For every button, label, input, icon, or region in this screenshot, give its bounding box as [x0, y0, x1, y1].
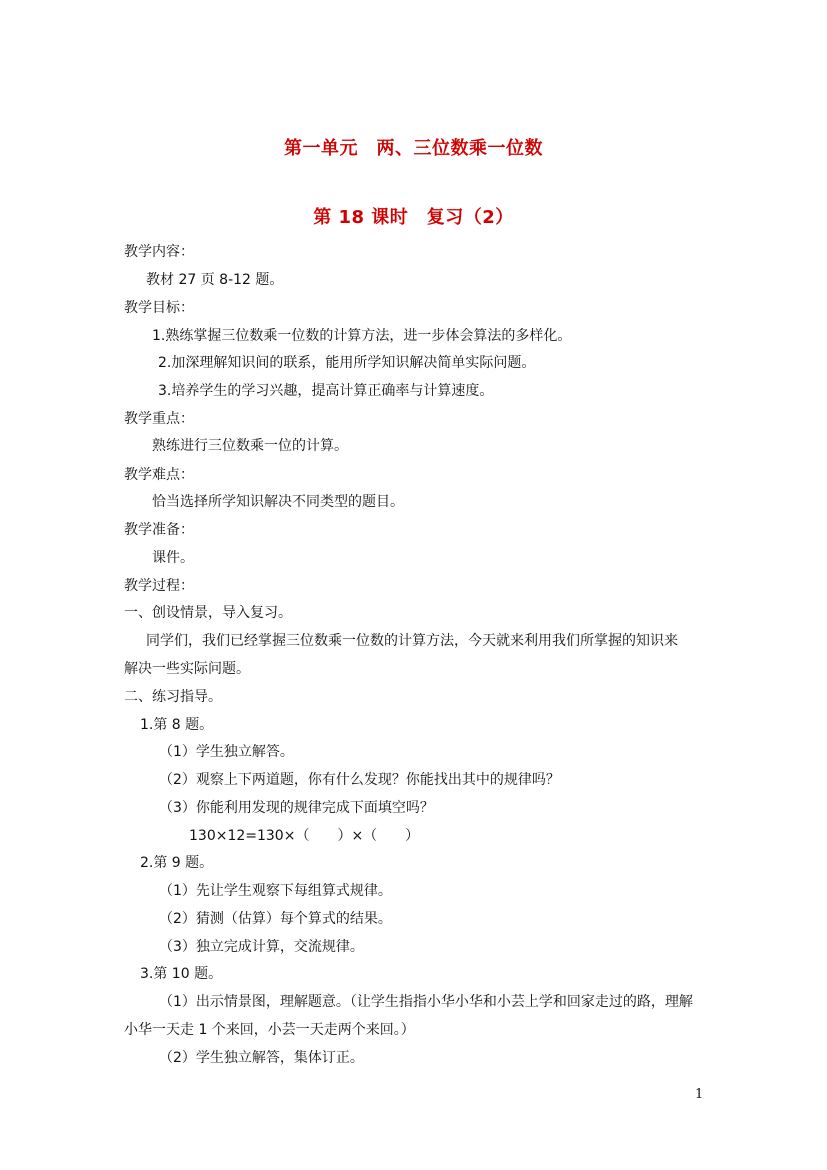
heading-process: 教学过程： — [124, 578, 194, 594]
heading-objectives: 教学目标： — [124, 300, 194, 316]
body-line: 小华一天走 1 个来回，小芸一天走两个来回。） — [124, 1022, 415, 1038]
exercise-step: （1）学生独立解答。 — [159, 744, 294, 760]
heading-content: 教学内容： — [124, 244, 194, 260]
equation-line: 130×12=130×（ ）×（ ） — [189, 828, 420, 844]
body-line: 恰当选择所学知识解决不同类型的题目。 — [152, 494, 404, 510]
objective-item: 3.培养学生的学习兴趣，提高计算正确率与计算速度。 — [158, 383, 494, 399]
exercise-step: （3）独立完成计算，交流规律。 — [159, 939, 364, 955]
exercise-item: 2.第 9 题。 — [140, 855, 214, 871]
page-number: 1 — [695, 1087, 704, 1102]
heading-keypoints: 教学重点： — [124, 411, 194, 427]
exercise-item: 3.第 10 题。 — [140, 966, 223, 982]
exercise-step: （2）学生独立解答，集体订正。 — [159, 1050, 364, 1066]
exercise-step: （2）猜测（估算）每个算式的结果。 — [159, 911, 392, 927]
exercise-item: 1.第 8 题。 — [140, 717, 214, 733]
heading-preparation: 教学准备： — [124, 522, 194, 538]
section-heading: 二、练习指导。 — [124, 689, 222, 705]
exercise-step: （1）出示情景图，理解题意。（让学生指指小华小华和小芸上学和回家走过的路，理解 — [159, 994, 693, 1010]
body-line: 同学们，我们已经掌握三位数乘一位数的计算方法，今天就来利用我们所掌握的知识来 — [146, 633, 678, 649]
exercise-step: （1）先让学生观察下每组算式规律。 — [159, 883, 392, 899]
heading-difficulties: 教学难点： — [124, 467, 194, 483]
objective-item: 2.加深理解知识间的联系，能用所学知识解决简单实际问题。 — [158, 355, 536, 371]
body-line: 教材 27 页 8-12 题。 — [146, 272, 284, 288]
objective-item: 1.熟练掌握三位数乘一位数的计算方法，进一步体会算法的多样化。 — [152, 328, 572, 344]
exercise-step: （2）观察上下两道题，你有什么发现？你能找出其中的规律吗？ — [159, 772, 560, 788]
exercise-step: （3）你能利用发现的规律完成下面填空吗？ — [159, 800, 434, 816]
body-line: 课件。 — [152, 550, 194, 566]
body-line: 熟练进行三位数乘一位的计算。 — [152, 438, 348, 454]
body-line: 解决一些实际问题。 — [124, 661, 250, 677]
lesson-title: 第 18 课时 复习（2） — [313, 207, 514, 228]
unit-title: 第一单元 两、三位数乘一位数 — [284, 138, 543, 159]
section-heading: 一、创设情景，导入复习。 — [124, 605, 292, 621]
